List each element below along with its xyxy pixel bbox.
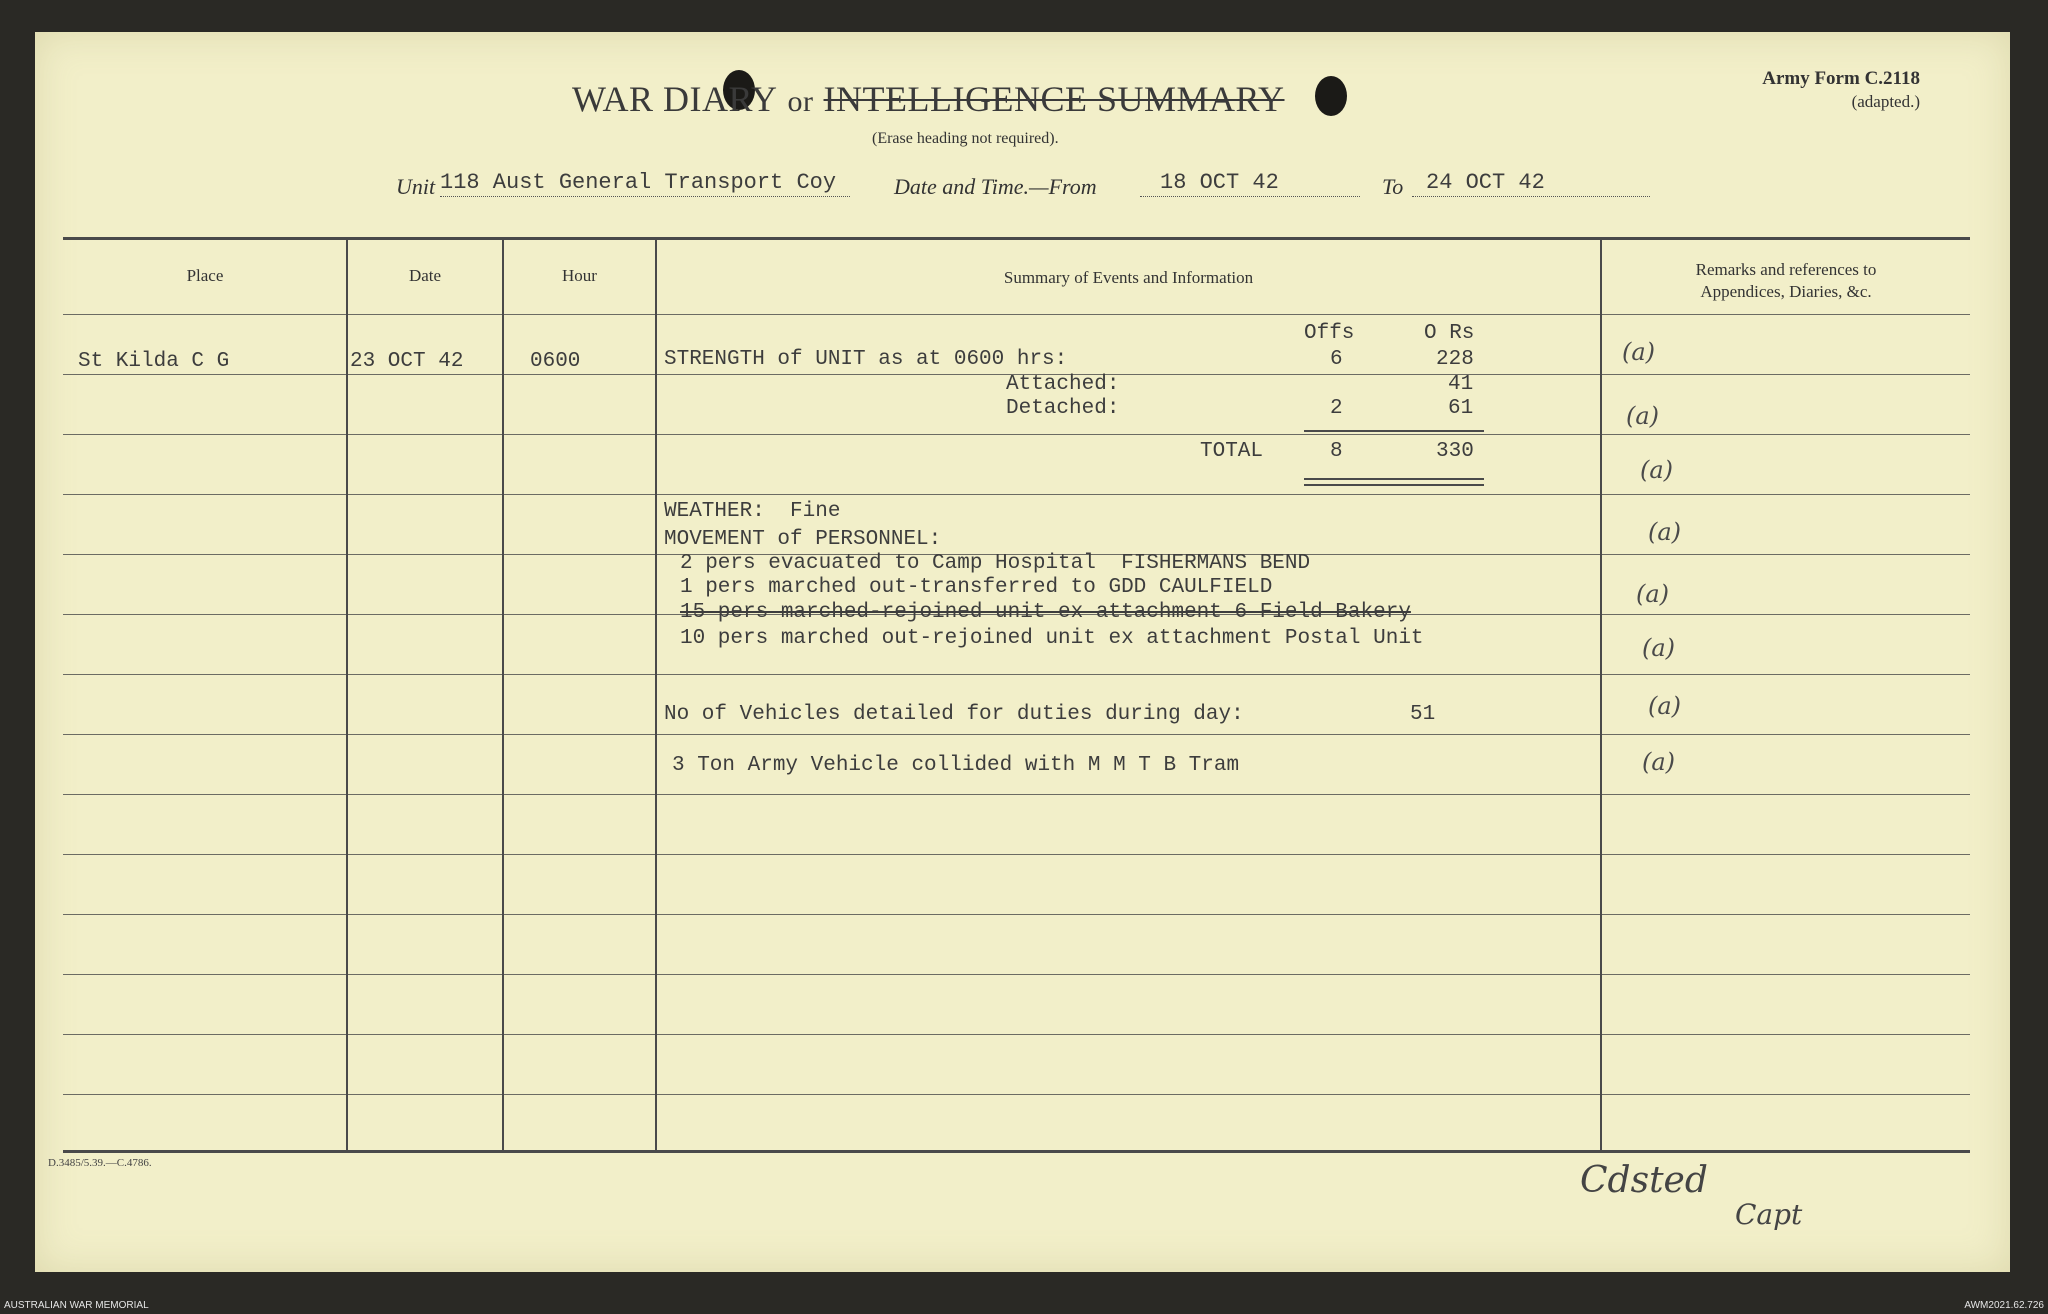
remark-mark-5: (a) (1636, 580, 1670, 608)
strength-label: STRENGTH of UNIT as at 0600 hrs: (664, 348, 1068, 371)
movement-line-4: 10 pers marched out-rejoined unit ex attachment Postal Unit (680, 627, 1424, 650)
credit-right: AWM2021.62.726 (1964, 1300, 2044, 1311)
attached-ors: 41 (1448, 373, 1474, 396)
total-rule-double-1 (1304, 478, 1484, 480)
col-divider-summary (1600, 240, 1602, 1150)
remark-mark-4: (a) (1648, 518, 1682, 546)
row-rule (63, 674, 1970, 675)
header-remarks-2: Appendices, Diaries, &c. (1700, 282, 1872, 301)
entry-date: 23 OCT 42 (350, 350, 464, 373)
date-label: Date and Time.—From (894, 174, 1097, 199)
attached-label: Attached: (1006, 373, 1120, 396)
form-adapted: (adapted.) (1851, 92, 1920, 111)
from-dotline (1140, 196, 1360, 197)
war-diary-form (35, 32, 2010, 1272)
title-main: WAR DIARY (572, 79, 778, 119)
header-place: Place (186, 266, 224, 285)
total-rule-double-2 (1304, 484, 1484, 486)
total-label: TOTAL (1200, 440, 1264, 463)
row-rule (63, 434, 1970, 435)
row-rule (63, 794, 1970, 795)
from-value: 18 OCT 42 (1160, 170, 1279, 195)
remark-mark-3: (a) (1640, 456, 1674, 484)
row-rule (63, 494, 1970, 495)
header-date: Date (408, 266, 442, 285)
remark-mark-6: (a) (1642, 634, 1676, 662)
total-rule-top (1304, 430, 1484, 432)
remark-mark-1: (a) (1622, 338, 1656, 366)
title-struck: INTELLIGENCE SUMMARY (823, 79, 1285, 119)
movement-heading: MOVEMENT of PERSONNEL: (664, 528, 942, 551)
form-id: Army Form C.2118 (1762, 68, 1920, 89)
signature-rank: Capt (1735, 1198, 1803, 1231)
movement-line-1: 2 pers evacuated to Camp Hospital FISHERMANS BEND (680, 552, 1311, 575)
unit-line (360, 170, 1660, 206)
collision-line: 3 Ton Army Vehicle collided with M M T B Tram (672, 754, 1240, 777)
total-offs: 8 (1330, 440, 1343, 463)
entry-hour: 0600 (530, 350, 581, 373)
to-dotline (1412, 196, 1650, 197)
header-hour: Hour (562, 266, 597, 285)
vehicles-label: No of Vehicles detailed for duties during day: (664, 703, 1244, 726)
remark-mark-7: (a) (1648, 692, 1682, 720)
unit-value: 118 Aust General Transport Coy (440, 170, 837, 195)
detached-label: Detached: (1006, 397, 1120, 420)
header-summary: Summary of Events and Information (1003, 268, 1254, 287)
strength-offs: 6 (1330, 348, 1343, 371)
form-title (572, 78, 1285, 120)
signature: Cdsted (1580, 1160, 1708, 1201)
unit-dotline (440, 196, 850, 197)
col-offs: Offs (1304, 322, 1355, 345)
row-rule (63, 314, 1970, 315)
strength-ors: 228 (1436, 348, 1474, 371)
remark-mark-2: (a) (1626, 402, 1660, 430)
row-rule (63, 854, 1970, 855)
vehicles-value: 51 (1410, 703, 1436, 726)
row-rule (63, 914, 1970, 915)
row-rule (63, 1034, 1970, 1035)
col-divider-hour (655, 240, 657, 1150)
detached-offs: 2 (1330, 397, 1343, 420)
print-code: D.3485/5.39.—C.4786. (48, 1157, 152, 1169)
unit-label: Unit (396, 174, 436, 199)
col-ors: O Rs (1424, 322, 1475, 345)
to-label: To (1382, 174, 1404, 199)
row-rule (63, 734, 1970, 735)
table-top-rule (63, 237, 1970, 240)
row-rule (63, 1094, 1970, 1095)
detached-ors: 61 (1448, 397, 1474, 420)
to-value: 24 OCT 42 (1426, 170, 1545, 195)
movement-line-3: 15 pers marched-rejoined unit ex attachment 6 Field Bakery (680, 601, 1411, 624)
title-or: or (787, 85, 814, 118)
row-rule (63, 974, 1970, 975)
total-ors: 330 (1436, 440, 1474, 463)
movement-line-2: 1 pers marched out-transferred to GDD CAULFIELD (680, 576, 1273, 599)
header-remarks-1: Remarks and references to (1695, 260, 1877, 279)
remark-mark-8: (a) (1642, 748, 1676, 776)
entry-place: St Kilda C G (78, 350, 230, 373)
punch-hole-right (1315, 76, 1347, 116)
erase-note: (Erase heading not required). (872, 130, 1059, 147)
col-divider-date (502, 240, 504, 1150)
weather-line: WEATHER: Fine (664, 500, 841, 523)
credit-left: AUSTRALIAN WAR MEMORIAL (4, 1300, 149, 1311)
table-bottom-rule (63, 1150, 1970, 1153)
col-divider-place (346, 240, 348, 1150)
